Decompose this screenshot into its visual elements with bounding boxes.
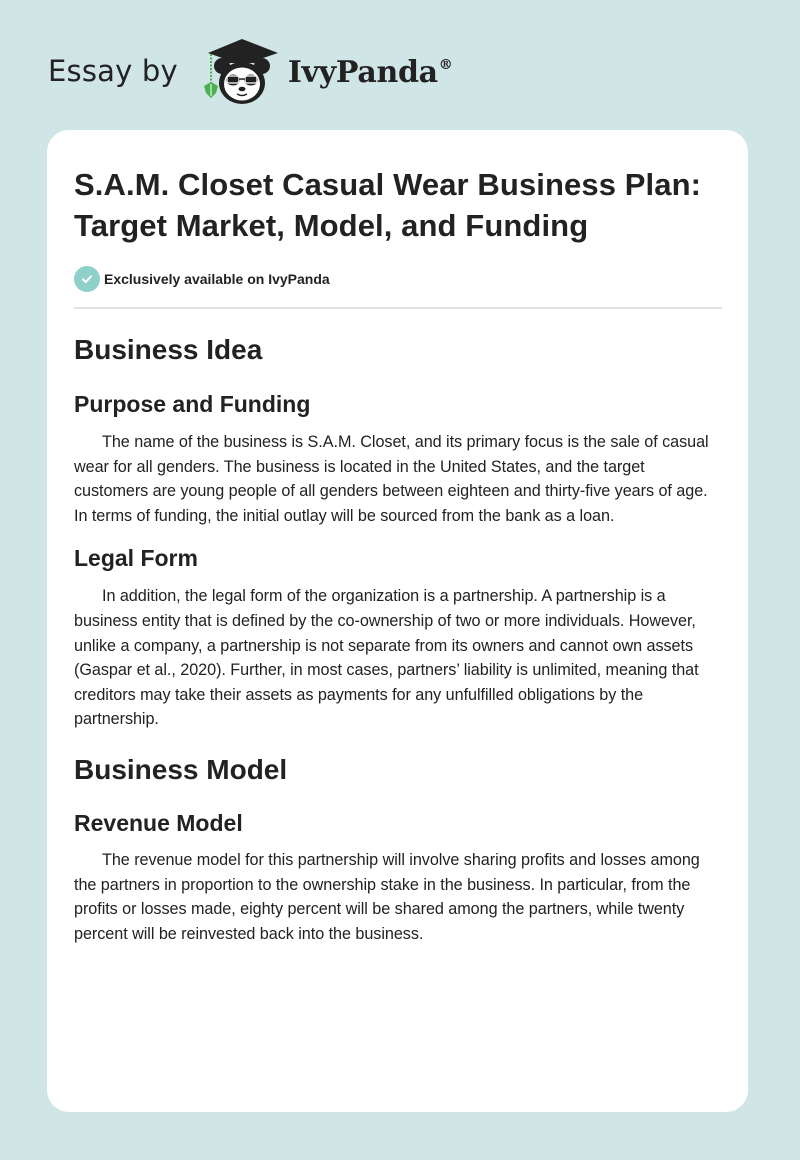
panda-graduate-logo-icon xyxy=(196,36,282,108)
essay-by-label: Essay by xyxy=(48,54,178,88)
title-divider xyxy=(74,307,722,309)
site-header xyxy=(48,36,453,108)
paragraph: The name of the business is S.A.M. Closet, and its primary focus is the sale of casual wear for all genders. The business is located in the United States, and the target customers are young people of all genders between eighteen and thirty-five years of age. In terms of funding, the initial outlay will be sourced from the bank as a loan. xyxy=(74,433,709,525)
subsection-heading: Revenue Model xyxy=(74,809,243,836)
paragraph: The revenue model for this partnership will involve sharing profits and losses among the partners in proportion to the ownership stake in the business. In particular, from the profits or losses made, eighty percent will be shared among the partners, while twenty percent will be reinvested back into the business. xyxy=(74,850,700,943)
exclusive-badge-text: Exclusively available on IvyPanda xyxy=(104,271,330,287)
section-business-model xyxy=(74,753,722,946)
subsection-heading: Purpose and Funding xyxy=(74,391,311,417)
section-heading: Business Model xyxy=(74,753,288,785)
subsection-heading: Legal Form xyxy=(74,545,198,572)
section-business-idea xyxy=(74,333,722,732)
check-circle-icon xyxy=(74,266,100,292)
brand-name: IvyPanda® xyxy=(287,54,453,90)
paragraph: In addition, the legal form of the organization is a partnership. A partnership is a business entity that is defined by the co-ownership of two or more individuals. However, unlike a company, a partnership is not separate from its owners and cannot own assets (Gaspar et al., 2020). Further, in most cases, partners’ liability is unlimited, meaning that creditors may take their assets as payments for any unfulfilled obligations by the partnership. xyxy=(74,587,699,729)
essay-card xyxy=(47,130,748,1112)
ivypanda-logo-link[interactable] xyxy=(196,36,453,108)
exclusive-badge xyxy=(74,266,722,292)
page-title: S.A.M. Closet Casual Wear Business Plan: Target Market, Model, and Funding xyxy=(74,167,702,243)
section-heading: Business Idea xyxy=(74,334,263,365)
